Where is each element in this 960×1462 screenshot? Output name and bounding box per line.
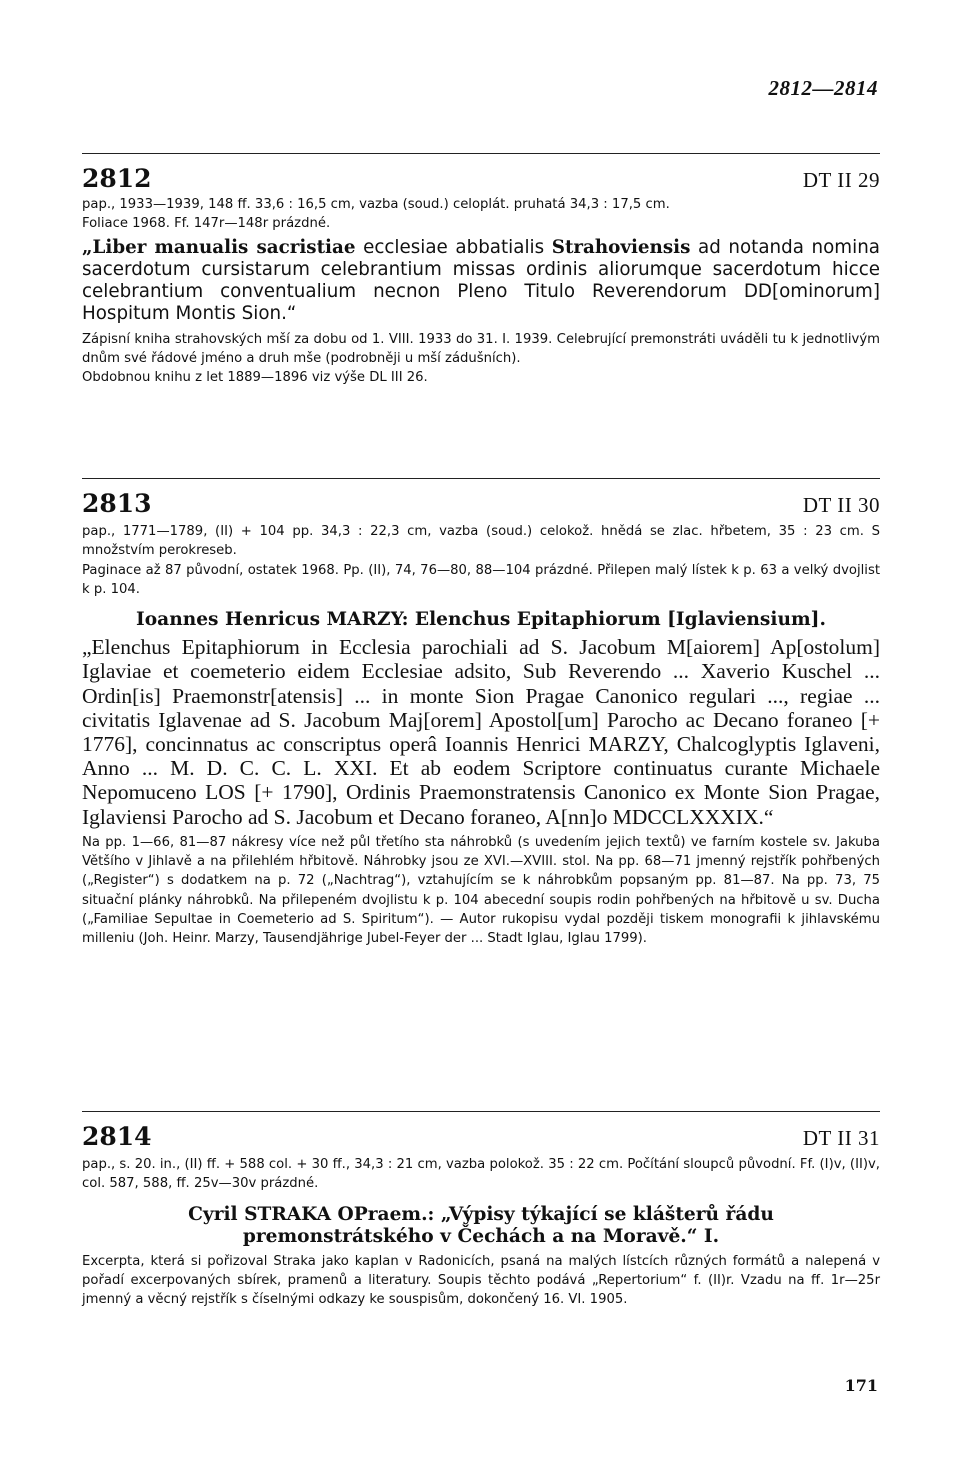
entry-number: 2812 [82,164,152,193]
divider [82,478,880,479]
author-title-heading: Ioannes Henricus MARZY: Elenchus Epitaphiorum [Iglaviensium]. [136,609,826,631]
physical-description: pap., 1933—1939, 148 ff. 33,6 : 16,5 cm, vazba (soud.) celoplát. pruhatá 34,3 : 17,5 cm. Foliace 1968. Ff. 147r—148r prázdné. [82,197,670,232]
content-notes: Zápisní kniha strahovských mší za dobu od 1. VIII. 1933 do 31. I. 1939. Celebrující premonstráti uváděli tu k jednotlivým dnům své řádové jméno a druh mše (podrobněji u mší zádušních). [82,331,880,367]
content-notes: Excerpta, která si pořizoval Straka jako kaplan v Radonicích, psaná na malých lístcích různých formátů a nalepená v pořadí excerpovaných sbírek, pramenů a literatury. Soupis těchto podává „Repertorium“ f. (II)r. Vzadu na ff. 1r—25r jmenný a věcný rejstřík s číselnými odkazy ke souspisům, dokončený 16. VI. 1905. [82,1253,880,1308]
running-head: 2812—2814 [768,76,878,100]
physical-description: pap., s. 20. in., (II) ff. + 588 col. + 30 ff., 34,3 : 21 cm, vazba polokož. 35 : 22 cm. Počítání sloupců původní. Ff. (I)v, (II)v, col. 587, 588, ff. 25v—30v prázdné. [82,1157,880,1192]
author-title-heading: Cyril STRAKA OPraem.: „Výpisy týkající se klášterů řádu premonstrátského v Čechách a na Moravě.“ I. [188,1203,774,1247]
manuscript-title: „Elenchus Epitaphiorum in Ecclesia parochiali ad S. Jacobum M[aiorem] Ap[ostolum] Iglaviae et coemeterio eidem Ecclesiae adsito, Sub Reverendo ... Xaverio Kuschel ... Ordin[is] Praemonstr[atensis] ... in monte Sion Pragae Canonico regulari ..., regiae ... civitatis Iglavenae ad S. Jacobum Maj[orem] Apostol[um] Parocho ac Decano foraneo [+ 1776], concinnatus ac conscriptus operâ Ioannis Henrici MARZY, Chalcoglyptis Iglaveni, Anno ... M. D. C. C. L. XXI. Et ab eodem Scriptore continuatus curante Michaele Nepomuceno LOS [+ 1790], Ordinis Praemonstratensis Canonico ex Monte Sion Pragae, Iglaviensi Parocho ad S. Jacobum et Decano foraneo, A[nn]o MDCCLXXXIX.“ [82,635,880,829]
entry-number: 2814 [82,1122,152,1151]
entry-header [82,1122,880,1151]
entry-header [82,164,880,193]
pagination-note: Paginace až 87 původní, ostatek 1968. Pp. (II), 74, 76—80, 88—104 prázdné. Přilepen malý lístek k p. 63 a velký dvojlist k p. 104. [82,562,880,597]
shelf-signature: DT II 31 [802,1126,880,1150]
entry-2814 [82,1111,880,1309]
divider [82,1111,880,1112]
shelf-signature: DT II 29 [802,168,880,192]
entry-header [82,489,880,518]
related-reference: Obdobnou knihu z let 1889—1896 viz výše DL III 26. [82,370,428,386]
entry-2813 [82,478,880,949]
physical-description: pap., 1771—1789, (II) + 104 pp. 34,3 : 22,3 cm, vazba (soud.) celokož. hnědá se zlac. hřbetem, 35 : 23 cm. S množstvím perokreseb. [82,524,880,559]
shelf-signature: DT II 30 [802,493,880,517]
content-notes: Na pp. 1—66, 81—87 nákresy více než půl třetího sta náhrobků (s uvedením jejich textů) ve farním kostele sv. Jakuba Většího v Jihlavě a na přilehlém hřbitově. Náhrobky jsou ze XVI.—XVIII. stol. Na pp. 68—71 jmenný rejstřík pohřbených („Register“) s dodatkem na p. 72 („Nachtrag“), vztahujícím se k náhrobkům popsaným pp. 81—87. Na pp. 73, 75 situační plánky náhrobků. Na přilepeném dvojlistu k p. 104 abecední soupis rodin pohřbených na hřbitově u sv. Ducha („Familiae Sepultae in Coemeterio ad S. Spiritum“). — Autor rukopisu vydal později tiskem monografii k jihlavskému milleniu (Joh. Heinr. Marzy, Tausendjährige Jubel-Feyer der ... Stadt Iglau, Iglau 1799). [82,834,880,947]
page-number: 171 [844,1376,878,1395]
divider [82,153,880,154]
entry-2812 [82,153,880,388]
manuscript-title: „Liber manualis sacristiae ecclesiae abbatialis Strahoviensis ad notanda nomina sacerdotum cursistarum celebrantium missas ordinis aliorumque sacerdotum hicce celebrantium conventualium necnon Pleno Titulo Reverendorum DD[ominorum] Hospitum Montis Sion.“ [82,236,880,325]
entry-number: 2813 [82,489,152,518]
